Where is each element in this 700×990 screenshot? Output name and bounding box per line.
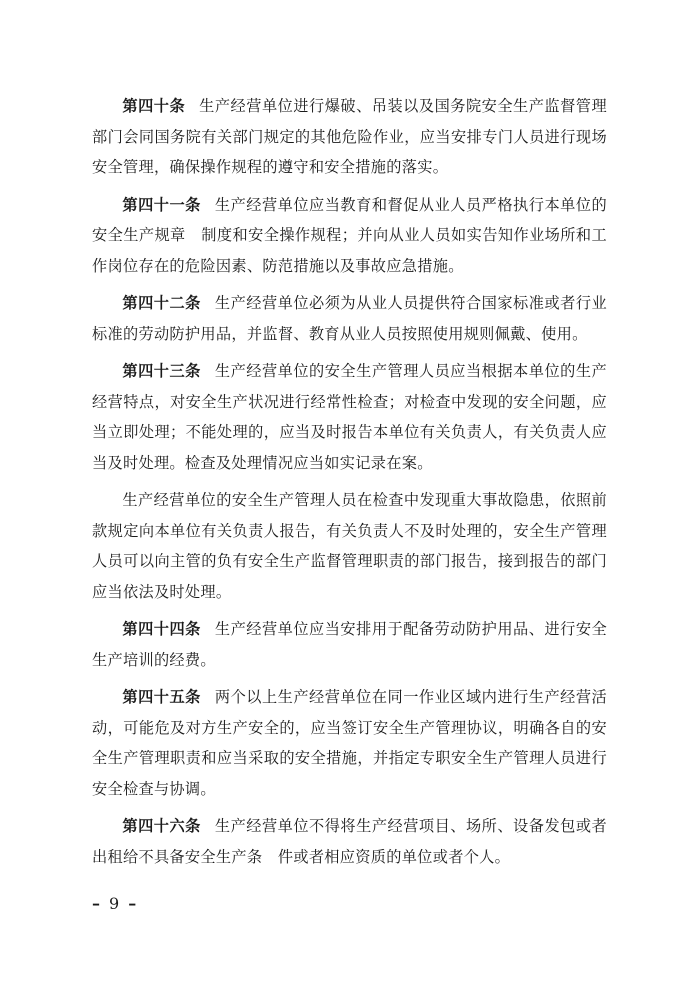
- article-text: 生产经营单位进行爆破、吊装以及国务院安全生产监督管理部门会同国务院有关部门规定的其他危险作业，应当安排专门人员进行现场安全管理，确保操作规程的遵守和安全措施的落实。: [92, 97, 607, 176]
- page-number-footer: [92, 894, 137, 913]
- article-number: 第四十条: [122, 97, 186, 115]
- article-continuation-paragraph: [92, 485, 607, 607]
- article-number: 第四十二条: [122, 294, 201, 312]
- article-paragraph: [92, 288, 607, 349]
- article-number: 第四十一条: [122, 195, 201, 214]
- article-number: 第四十五条: [122, 688, 201, 706]
- article-number: 第四十六条: [122, 817, 201, 835]
- article-paragraph: [92, 614, 607, 675]
- page-number-dash-right: –: [128, 894, 138, 913]
- article-paragraph: [92, 91, 607, 183]
- article-paragraph: [92, 811, 607, 872]
- article-text: 生产经营单位应当安排用于配备劳动防护用品、进行安全生产培训的经费。: [92, 620, 608, 669]
- article-text: 生产经营单位必须为从业人员提供符合国家标准或者行业标准的劳动防护用品，并监督、教育从业人员按照使用规则佩戴、使用。: [92, 294, 608, 343]
- article-number: 第四十四条: [122, 620, 201, 638]
- document-body: [92, 91, 607, 879]
- article-text: 生产经营单位不得将生产经营项目、场所、设备发包或者出租给不具备安全生产条 件或者相应资质的单位或者个人。: [92, 817, 608, 866]
- article-number: 第四十三条: [122, 362, 201, 380]
- page-number: 9: [109, 894, 121, 913]
- article-text: 生产经营单位的安全生产管理人员在检查中发现重大事故隐患，依照前款规定向本单位有关负责人报告，有关负责人不及时处理的，安全生产管理人员可以向主管的负有安全生产监督管理职责的部门报告，接到报告的部门应当依法及时处理。: [92, 491, 607, 601]
- article-text: 生产经营单位的安全生产管理人员应当根据本单位的生产经营特点，对安全生产状况进行经常性检查；对检查中发现的安全问题，应当立即处理；不能处理的，应当及时报告本单位有关负责人，有关负责人应当及时处理。检查及处理情况应当如实记录在案。: [92, 362, 608, 472]
- article-paragraph: [92, 190, 607, 282]
- article-paragraph: [92, 682, 607, 804]
- article-text: 生产经营单位应当教育和督促从业人员严格执行本单位的安全生产规章 制度和安全操作规程；并向从业人员如实告知作业场所和工作岗位存在的危险因素、防范措施以及事故应急措施。: [92, 195, 608, 275]
- article-paragraph: [92, 356, 607, 478]
- article-text: 两个以上生产经营单位在同一作业区域内进行生产经营活动，可能危及对方生产安全的，应当签订安全生产管理协议，明确各自的安全生产管理职责和应当采取的安全措施，并指定专职安全生产管理人员进行安全检查与协调。: [92, 688, 608, 798]
- page-number-dash-left: –: [92, 894, 101, 913]
